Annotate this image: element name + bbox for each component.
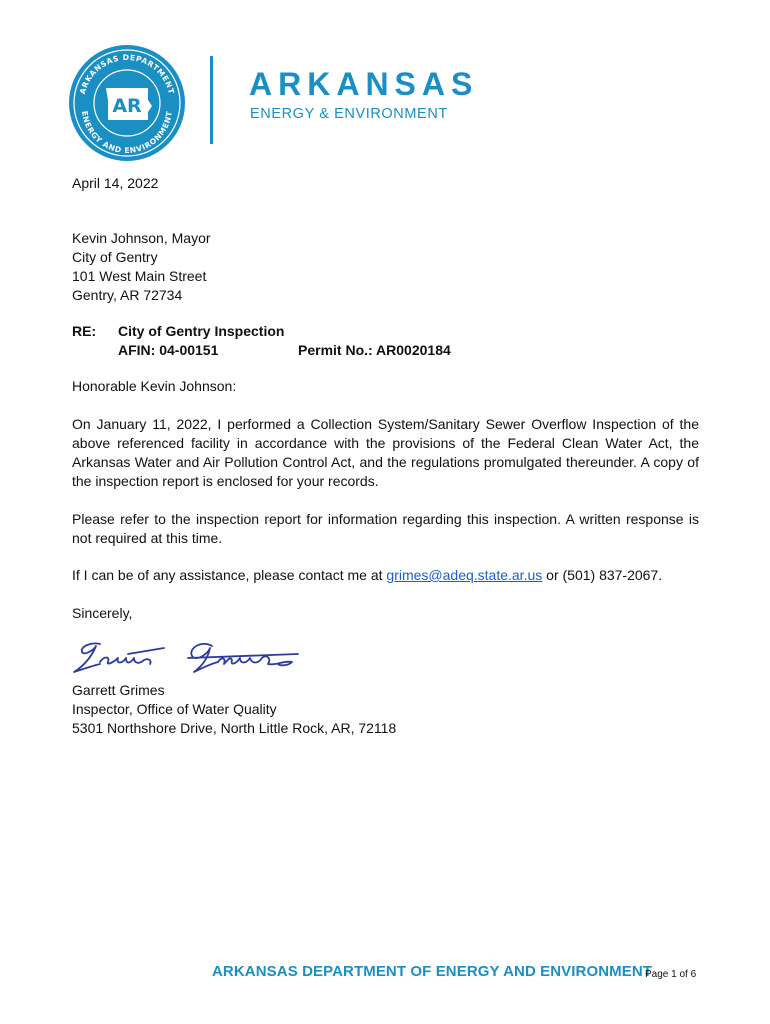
svg-text:ARKANSAS DEPARTMENT: ARKANSAS DEPARTMENT <box>77 52 177 96</box>
letter-date: April 14, 2022 <box>72 175 159 191</box>
signer-name: Garrett Grimes <box>72 682 165 698</box>
recipient-org: City of Gentry <box>72 249 158 265</box>
closing: Sincerely, <box>72 605 133 621</box>
brand-subtitle: ENERGY & ENVIRONMENT <box>250 106 448 122</box>
re-label: RE: <box>72 323 97 339</box>
svg-text:ENERGY AND ENVIRONMENT: ENERGY AND ENVIRONMENT <box>80 110 174 156</box>
body-paragraph-1: On January 11, 2022, I performed a Collection System/Sanitary Sewer Overflow Inspection of the above referenced facility in accordance with the provisions of the Federal Clean Water Act, the Arkansas Water and Air Pollution Control Act, and the regulations promulgated thereunder. A copy of the inspection report is enclosed for your records. <box>72 416 699 489</box>
body-paragraph-2: Please refer to the inspection report for information regarding this inspection. A written response is not required at this time. <box>72 511 699 546</box>
re-afin: AFIN: 04-00151 <box>118 342 219 358</box>
header-divider <box>210 56 213 144</box>
signature-image <box>70 636 302 684</box>
page-number: Page 1 of 6 <box>645 969 697 980</box>
recipient-street: 101 West Main Street <box>72 268 207 284</box>
re-subject: City of Gentry Inspection <box>118 323 285 339</box>
department-seal-logo <box>68 44 186 162</box>
footer-department: ARKANSAS DEPARTMENT OF ENERGY AND ENVIRONMENT <box>212 963 653 980</box>
contact-email-link[interactable]: grimes@adeq.state.ar.us <box>386 567 543 583</box>
signer-title: Inspector, Office of Water Quality <box>72 701 277 717</box>
contact-suffix: or (501) 837-2067. <box>542 567 663 583</box>
signer-address: 5301 Northshore Drive, North Little Rock, AR, 72118 <box>72 720 397 736</box>
recipient-name: Kevin Johnson, Mayor <box>72 230 211 246</box>
contact-prefix: If I can be of any assistance, please contact me at <box>72 567 387 583</box>
svg-text:AR: AR <box>112 95 142 117</box>
re-permit: Permit No.: AR0020184 <box>298 342 451 358</box>
contact-line <box>72 566 662 585</box>
salutation: Honorable Kevin Johnson: <box>72 378 237 394</box>
recipient-city: Gentry, AR 72734 <box>72 287 183 303</box>
brand-title: ARKANSAS <box>249 66 479 102</box>
